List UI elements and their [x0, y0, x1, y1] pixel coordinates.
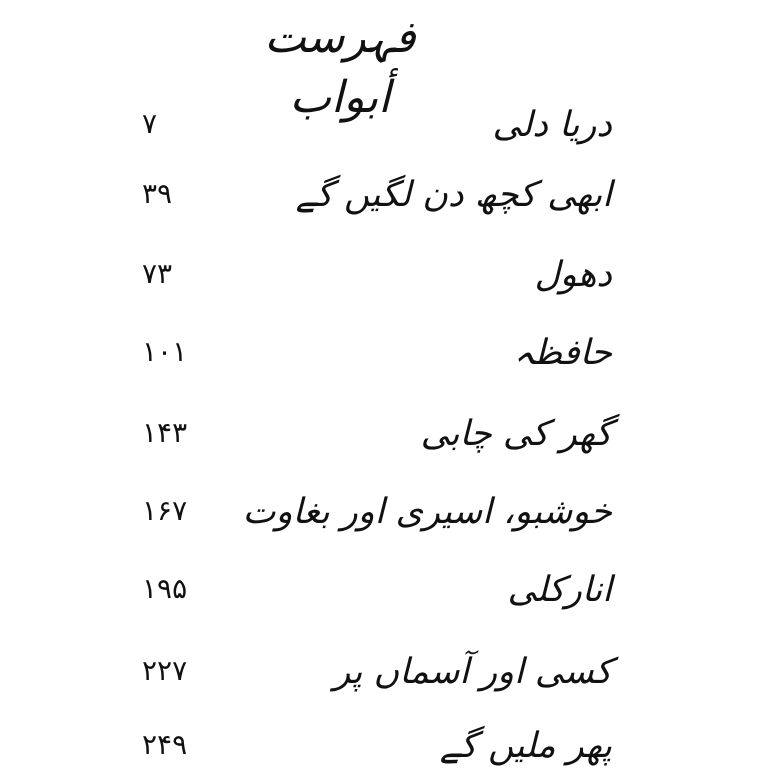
toc-entry[interactable] [0, 642, 770, 702]
toc-entry-title: ابھی کچھ دن لگیں گے [295, 175, 612, 215]
page-title: فہرست أبواب [264, 12, 416, 123]
toc-entry[interactable] [0, 323, 770, 383]
toc-entry[interactable] [0, 95, 770, 155]
toc-entry[interactable] [0, 404, 770, 464]
toc-entry[interactable] [0, 716, 770, 776]
toc-entry[interactable] [0, 245, 770, 305]
toc-entry-title: گھر کی چابی [420, 414, 612, 454]
toc-entry-page-number: ۲۲۷ [142, 654, 188, 687]
toc-entry-page-number: ۷ [142, 107, 158, 140]
toc-entry-page-number: ۱۴۳ [142, 416, 188, 449]
toc-entry-page-number: ۱۶۷ [142, 494, 188, 527]
toc-entry-title: کسی اور آسماں پر [333, 652, 612, 692]
toc-entry-title: پھر ملیں گے [439, 726, 612, 766]
toc-entry[interactable] [0, 165, 770, 225]
toc-entry-page-number: ۱۰۱ [142, 335, 188, 368]
toc-entry-page-number: ۲۴۹ [142, 728, 188, 761]
toc-entry-title: خوشبو، اسیری اور بغاوت [242, 492, 612, 532]
toc-entry-page-number: ۳۹ [142, 177, 173, 210]
toc-entry[interactable] [0, 482, 770, 542]
toc-entry-page-number: ۱۹۵ [142, 572, 188, 605]
toc-entry-page-number: ۷۳ [142, 257, 173, 290]
toc-entry-title: حافظہ [513, 333, 612, 373]
toc-entry-title: انارکلی [507, 570, 612, 610]
toc-entry-title: دھول [534, 255, 612, 295]
toc-entry[interactable] [0, 560, 770, 620]
toc-entry-title: دریا دلی [492, 105, 612, 145]
